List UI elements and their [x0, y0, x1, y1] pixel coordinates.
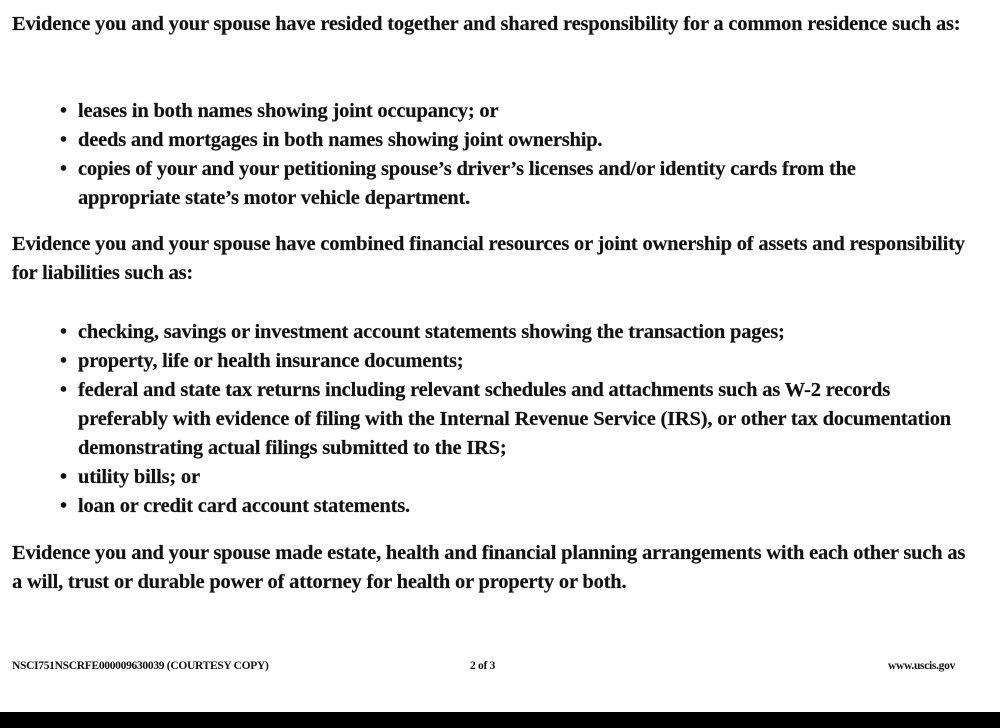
bullet-icon: • — [60, 321, 67, 343]
bullet-icon: • — [60, 495, 67, 517]
footer-page-number: 2 of 3 — [470, 660, 496, 672]
section2-list — [58, 318, 958, 521]
bullet-icon: • — [60, 100, 67, 122]
bullet-icon: • — [60, 158, 67, 180]
list-item — [58, 463, 958, 492]
list-item-text: copies of your and your petitioning spouse’s driver’s licenses and/or identity cards from the appropriate state’s motor vehicle department. — [78, 158, 856, 209]
list-item — [58, 126, 958, 155]
list-item-text: federal and state tax returns including relevant schedules and attachments such as W-2 records preferably with evidence of filing with the Internal Revenue Service (IRS), or other tax documentation demonstrating actual filings submitted to the IRS; — [78, 379, 951, 459]
bullet-icon: • — [60, 350, 67, 372]
list-item — [58, 347, 958, 376]
list-item-text: leases in both names showing joint occupancy; or — [78, 100, 499, 122]
list-item-text: deeds and mortgages in both names showing joint ownership. — [78, 129, 603, 151]
section2-intro: Evidence you and your spouse have combined financial resources or joint ownership of assets and responsibility for liabilities such as: — [12, 233, 965, 284]
bullet-icon: • — [60, 379, 67, 401]
list-item-text: property, life or health insurance documents; — [78, 350, 464, 372]
bullet-icon: • — [60, 466, 67, 488]
list-item-text: loan or credit card account statements. — [78, 495, 410, 517]
section1-intro: Evidence you and your spouse have resided together and shared responsibility for a common residence such as: — [12, 13, 961, 35]
bottom-border-bar — [0, 712, 1000, 728]
list-item-text: checking, savings or investment account statements showing the transaction pages; — [78, 321, 785, 343]
section1-list — [58, 97, 958, 213]
list-item-text: utility bills; or — [78, 466, 200, 488]
footer-doc-id: NSCI751NSCRFE000009630039 (COURTESY COPY) — [12, 660, 269, 672]
list-item — [58, 492, 958, 521]
list-item — [58, 97, 958, 126]
bullet-icon: • — [60, 129, 67, 151]
section3-text: Evidence you and your spouse made estate, health and financial planning arrangements with each other such as a will, trust or durable power of attorney for health or property or both. — [12, 542, 966, 593]
list-item — [58, 376, 958, 463]
footer-website: www.uscis.gov — [888, 660, 956, 672]
list-item — [58, 318, 958, 347]
list-item — [58, 155, 958, 213]
